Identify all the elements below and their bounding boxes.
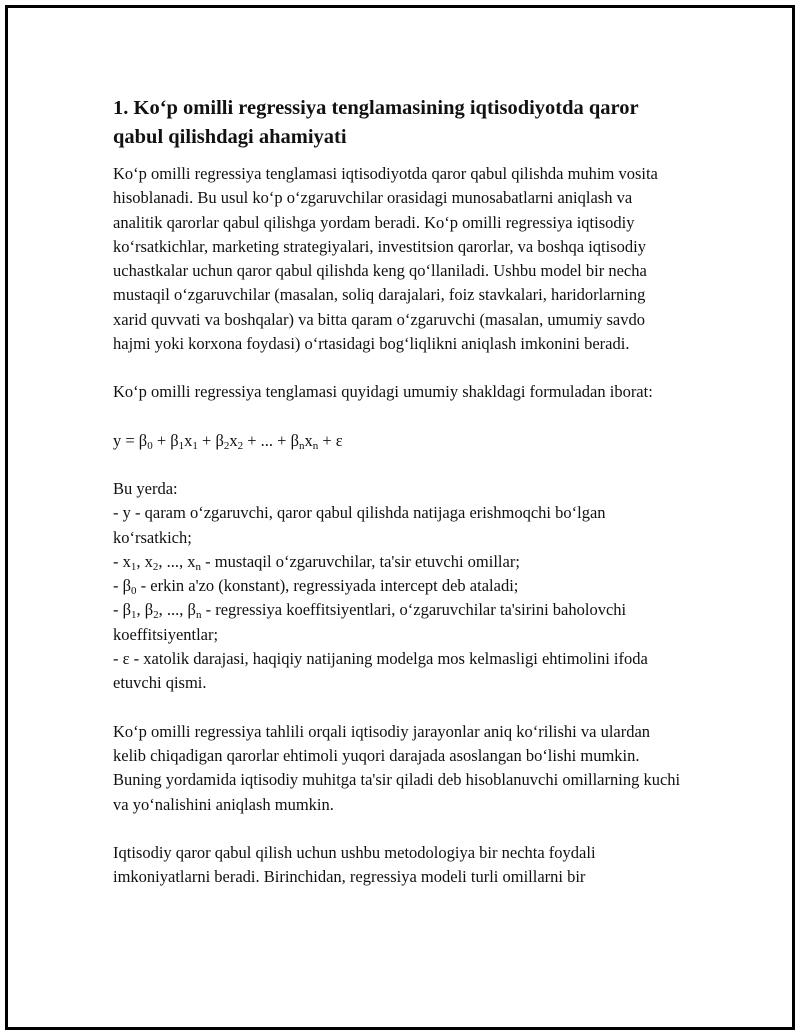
definitions-intro: Bu yerda: — [113, 478, 178, 498]
def-subscript: n — [195, 560, 201, 573]
def-subscript: 0 — [131, 585, 137, 598]
formula-part: + β — [197, 430, 224, 450]
regression-formula — [113, 429, 683, 453]
def-subscript: 1 — [131, 609, 137, 622]
def-text: - β — [113, 600, 132, 620]
def-text: - regressiya koeffitsiyentlari, o‘zgaruvchilar ta'sirini baholovchi koeffitsiyentlar; — [113, 600, 627, 644]
paragraph-formula-intro: Ko‘p omilli regressiya tenglamasi quyidagi umumiy shakldagi formuladan iborat: — [113, 382, 653, 402]
document-body — [113, 94, 683, 889]
def-subscript: 2 — [153, 609, 159, 622]
formula-subscript: 1 — [192, 439, 198, 452]
formula-subscript: n — [299, 439, 305, 452]
definition-beta0 — [113, 574, 683, 598]
def-text: - mustaqil o‘zgaruvchilar, ta'sir etuvchi omillar; — [201, 551, 520, 571]
formula-subscript: 1 — [178, 439, 185, 452]
definition-betas — [113, 598, 683, 647]
formula-part: x — [229, 430, 238, 450]
def-subscript: n — [195, 609, 202, 622]
paragraph-intro: Ko‘p omilli regressiya tenglamasi iqtisodiyotda qaror qabul qilishda muhim vosita hisoblanadi. Bu usul ko‘p o‘zgaruvchilar orasidagi munosabatlarni aniqlash va analitik qarorlar qabul qilishga yordam beradi. Ko‘p omilli regressiya iqtisodiy ko‘rsatkichlar, marketing strategiyalari, investitsion qarorlar, va boshqa iqtisodiy uchastkalar uchun qaror qabul qilishda keng qo‘llaniladi. Ushbu model bir necha mustaqil o‘zgaruvchilar (masalan, soliq darajalari, foiz stavkalari, haridorlarning xarid quvvati va boshqalar) va bitta qaram o‘zgaruvchi (masalan, umumiy savdo hajmi yoki korxona foydasi) o‘rtasidagi bog‘liqlikni aniqlash imkonini beradi. — [113, 164, 658, 354]
definition-y: - y - qaram o‘zgaruvchi, qaror qabul qilishda natijaga erishmoqchi bo‘lgan ko‘rsatkich; — [113, 503, 606, 547]
section-heading: 1. Ko‘p omilli regressiya tenglamasining iqtisodiyotda qaror qabul qilishdagi ahamiyati — [113, 97, 639, 148]
formula-part: + ε — [318, 430, 343, 450]
def-text: - erkin a'zo (konstant), regressiyada intercept deb ataladi; — [136, 576, 519, 596]
def-text: - x — [113, 551, 131, 571]
definition-x — [113, 550, 683, 574]
formula-subscript: 2 — [237, 439, 244, 452]
formula-subscript: 0 — [147, 439, 153, 452]
formula-subscript: n — [312, 439, 319, 452]
formula-part: y = β — [113, 430, 148, 450]
def-text: , ..., x — [158, 551, 196, 571]
def-text: , ..., β — [158, 600, 196, 620]
definition-epsilon: - ε - xatolik darajasi, haqiqiy natijaning modelga mos kelmasligi ehtimolini ifoda etuvchi qismi. — [113, 649, 648, 693]
formula-subscript: 2 — [223, 439, 230, 452]
def-text: , x — [136, 551, 153, 571]
formula-part: + ... + β — [243, 430, 299, 450]
paragraph-analysis: Ko‘p omilli regressiya tahlili orqali iqtisodiy jarayonlar aniq ko‘rilishi va ulardan kelib chiqadigan qarorlar ehtimoli yuqori darajada asoslangan bo‘lishi mumkin. Buning yordamida iqtisodiy muhitga ta'sir qiladi deb hisoblanuvchi omillarning kuchi va yo‘nalishini aniqlash mumkin. — [113, 721, 681, 814]
formula-part: x — [304, 430, 313, 450]
def-text: - β — [113, 576, 132, 596]
paragraph-methodology: Iqtisodiy qaror qabul qilish uchun ushbu metodologiya bir nechta foydali imkoniyatlarni beradi. Birinchidan, regressiya modeli turli omillarni bir — [113, 842, 596, 887]
formula-part: x — [184, 430, 193, 450]
def-text: , β — [136, 600, 154, 620]
def-subscript: 1 — [130, 560, 137, 573]
formula-part: + β — [152, 430, 179, 450]
definitions-list — [113, 501, 683, 695]
def-subscript: 2 — [152, 560, 159, 573]
